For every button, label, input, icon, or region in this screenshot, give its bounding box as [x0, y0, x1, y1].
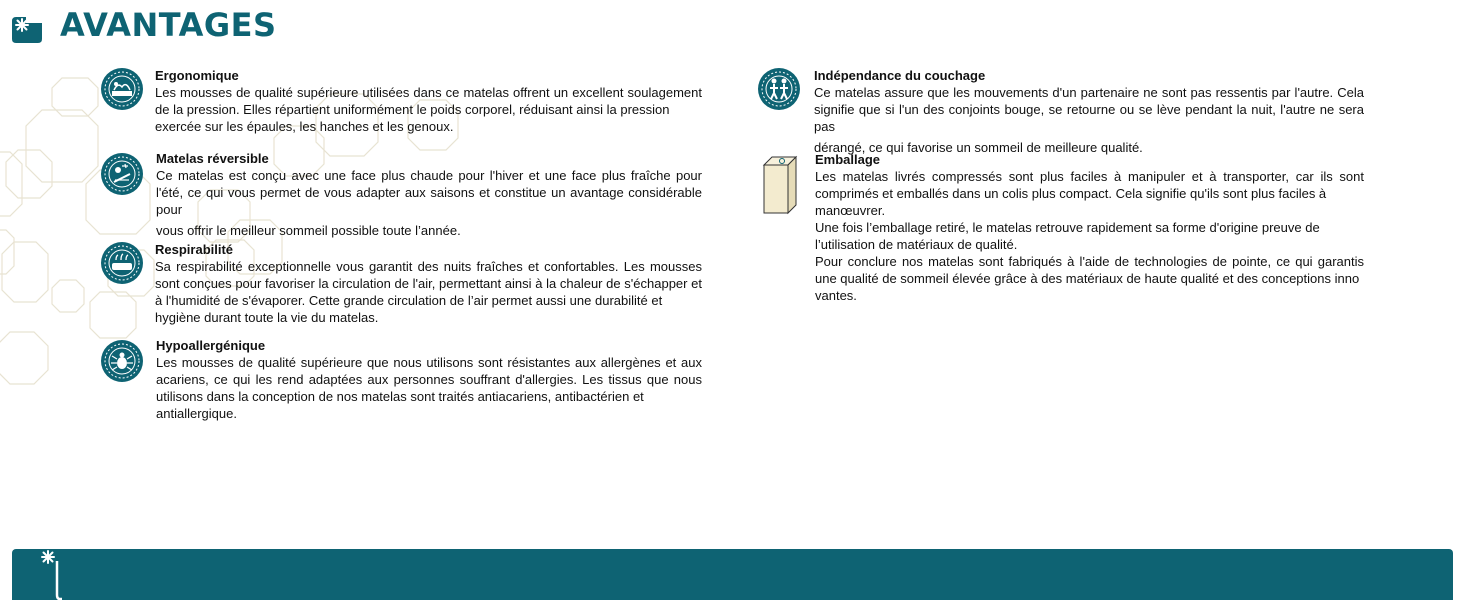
reversible-icon — [100, 152, 144, 196]
brand-logo-mark — [12, 17, 42, 43]
feature-description: Ce matelas est conçu avec une face plus chaude pour l'hiver et une face plus fraîche pour l'été, ce qui vous permet de vous adapter aux saisons et constitue un avantage considérable pour — [156, 168, 702, 217]
feature-description-end: exercée sur les épaules, les hanches et les genoux. — [155, 119, 454, 134]
feature-description: Une fois l’emballage retiré, le matelas retrouve rapidement sa forme d'origine preuve de — [815, 220, 1320, 235]
page-title: AVANTAGES — [60, 6, 277, 44]
footer-logo-mark — [26, 549, 66, 600]
feature-title: Ergonomique — [155, 68, 239, 83]
feature-description-end: antiallergique. — [156, 406, 237, 421]
feature-description-end: l’utilisation de matériaux de qualité. — [815, 237, 1018, 252]
package-box-icon — [760, 155, 798, 217]
ergonomic-icon — [100, 67, 144, 111]
feature-title: Matelas réversible — [156, 151, 269, 166]
feature-description: Ce matelas assure que les mouvements d'un partenaire ne sont pas ressentis par l'autre. Cela signifie que si l'un des conjoints bouge, se retourne ou se lève pendant la nuit, l'autre ne sera pas — [814, 85, 1364, 134]
feature-description: Les matelas livrés compressés sont plus faciles à manipuler et à transporter, car ils sont comprimés et emballés dans un colis plus compact. Cela signifie qu'ils sont plus faciles à — [815, 169, 1364, 201]
feature-title: Respirabilité — [155, 242, 234, 257]
feature-description-end: manœuvrer. — [815, 203, 886, 218]
feature-description-end: vantes. — [815, 288, 857, 303]
feature-description-end: dérangé, ce qui favorise un sommeil de meilleure qualité. — [814, 140, 1143, 155]
feature-description: Sa respirabilité exceptionnelle vous garantit des nuits fraîches et confortables. Les mousses sont conçues pour favoriser la circulation de l'air, permettant ainsi à la chaleur de s'échapper et à l'humidité de s'évaporer. Cette grande circulation de l’air permet aussi une durabilité et — [155, 259, 702, 308]
breathable-icon — [100, 241, 144, 285]
feature-title: Indépendance du couchage — [814, 68, 986, 83]
feature-description: Les mousses de qualité supérieure utilisées dans ce matelas offrent un excellent soulagement de la pression. Elles répartient uniformément le poids corporel, réduisant ainsi la pression — [155, 85, 702, 117]
feature-description-end: vous offrir le meilleur sommeil possible toute l’année. — [156, 223, 461, 238]
feature-description: Les mousses de qualité supérieure que nous utilisons sont résistantes aux allergènes et aux acariens, ce qui les rend adaptées aux personnes souffrant d'allergies. Les tissus que nous utilisons dans la conception de nos matelas sont traités antiacariens, antibactérien et — [156, 355, 702, 404]
feature-description: Pour conclure nos matelas sont fabriqués à l'aide de technologies de pointe, ce qui garantis une qualité de sommeil élevée grâce à des matériaux de haute qualité et des conceptions inno — [815, 254, 1364, 286]
feature-title: Emballage — [815, 152, 881, 167]
feature-description-end: hygiène durant toute la vie du matelas. — [155, 310, 379, 325]
anti-mite-icon — [100, 339, 144, 383]
footer-bar — [12, 549, 1453, 600]
feature-title: Hypoallergénique — [156, 338, 266, 353]
couple-icon — [757, 67, 801, 111]
